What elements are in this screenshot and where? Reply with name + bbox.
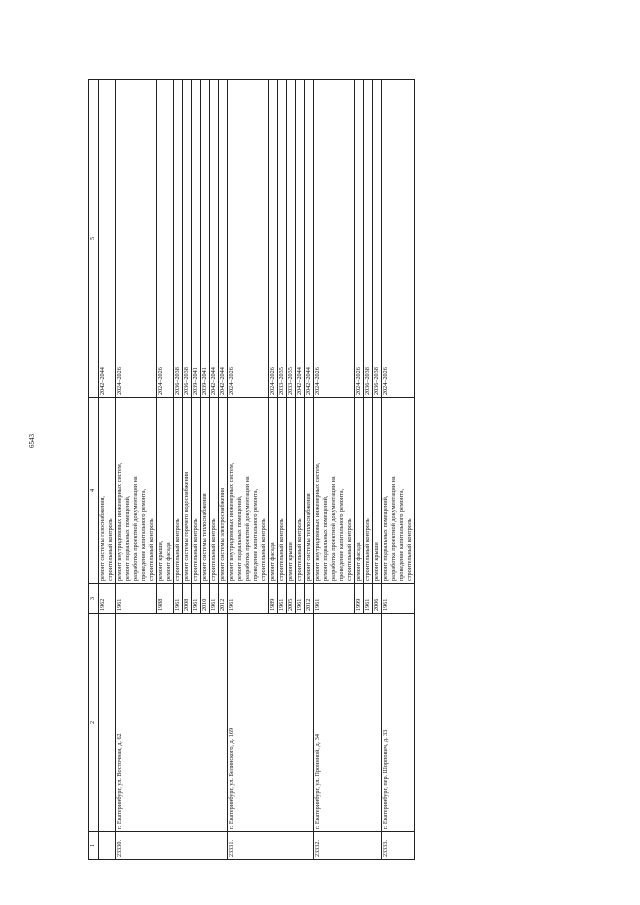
object-address: г. Екатеринбург, ул. Белинского, д. 169: [228, 614, 314, 832]
repair-period: 2024–2026: [314, 80, 355, 398]
build-year: 1961: [314, 584, 355, 614]
repair-period: 2036–2038: [183, 80, 192, 398]
repair-period: 2024–2026: [269, 80, 278, 398]
work-type: ремонт крыши, ремонт фасада: [157, 398, 174, 584]
repair-period: 2024–2026: [157, 80, 174, 398]
work-type: ремонт внутридомовых инженерных систем, ремонт подвальных помещений, разработка проектной документации на проведение капитального ремонта, строительный контроль: [116, 398, 157, 584]
build-year: 2008: [183, 584, 192, 614]
build-year: 1989: [269, 584, 278, 614]
work-type: ремонт системы электроснабжения: [219, 398, 228, 584]
repair-period: 2036–2038: [174, 80, 183, 398]
build-year: 1961: [228, 584, 269, 614]
header-col-4: 4: [89, 398, 99, 584]
header-row: [89, 80, 99, 860]
object-number: 23333.: [382, 832, 415, 860]
repair-period: 2042–2044: [296, 80, 305, 398]
repair-period: 2042–2044: [305, 80, 314, 398]
work-type: ремонт фасада: [269, 398, 278, 584]
object-number: [99, 832, 116, 860]
object-number: 23331.: [228, 832, 314, 860]
work-type: ремонт системы теплоснабжения: [201, 398, 210, 584]
table-row: [116, 80, 157, 860]
repair-period: 2039–2041: [192, 80, 201, 398]
work-type: ремонт крыши: [287, 398, 296, 584]
build-year: 1961: [382, 584, 415, 614]
object-address: г. Екатеринбург, пер. Шорпович, д. 33: [382, 614, 415, 832]
table-row: [382, 80, 415, 860]
header-col-3: 3: [89, 584, 99, 614]
build-year: 2006: [373, 584, 382, 614]
header-col-1: 1: [89, 832, 99, 860]
work-type: строительный контроль: [192, 398, 201, 584]
build-year: 2012: [305, 584, 314, 614]
repair-period: 2033–2035: [278, 80, 287, 398]
header-col-5: 5: [89, 80, 99, 398]
repair-period: 2042–2044: [210, 80, 219, 398]
table-body: [99, 80, 415, 860]
build-year: 2005: [287, 584, 296, 614]
build-year: 1961: [364, 584, 373, 614]
table-row: [314, 80, 355, 860]
build-year: 1961: [210, 584, 219, 614]
build-year: 1988: [157, 584, 174, 614]
work-type: строительный контроль: [210, 398, 219, 584]
work-type: ремонт системы газоснабжения, строительный контроль: [99, 398, 116, 584]
object-address: г. Екатеринбург, ул. Восточная, д. 62: [116, 614, 228, 832]
repair-period: 2036–2038: [364, 80, 373, 398]
work-type: ремонт системы горячего водоснабжения: [183, 398, 192, 584]
header-col-2: 2: [89, 614, 99, 832]
build-year: 1961: [296, 584, 305, 614]
table-row: [99, 80, 116, 860]
repair-period: 2024–2026: [382, 80, 415, 398]
work-type: ремонт внутридомовых инженерных систем, ремонт подвальных помещений, разработка проектной документации на проведение капитального ремонта, строительный контроль: [228, 398, 269, 584]
build-year: 1961: [278, 584, 287, 614]
build-year: 1999: [355, 584, 364, 614]
object-number: 23332.: [314, 832, 382, 860]
repair-period: 2024–2026: [228, 80, 269, 398]
table-row: [228, 80, 269, 860]
repair-period: 2042–2044: [219, 80, 228, 398]
repair-period: 2039–2041: [201, 80, 210, 398]
work-type: ремонт подвальных помещений, разработка проектной документации на проведение капитального ремонта, строительный контроль: [382, 398, 415, 584]
work-type: ремонт системы теплоснабжения: [305, 398, 314, 584]
capital-repair-table: [88, 79, 415, 860]
rotated-table-wrapper: [88, 80, 558, 860]
work-type: строительный контроль: [278, 398, 287, 584]
build-year: 1961: [192, 584, 201, 614]
repair-period: 2036–2038: [373, 80, 382, 398]
work-type: строительный контроль: [364, 398, 373, 584]
build-year: 2010: [201, 584, 210, 614]
work-type: ремонт фасада: [355, 398, 364, 584]
build-year: 2012: [219, 584, 228, 614]
object-number: 23330.: [116, 832, 228, 860]
object-address: [99, 614, 116, 832]
page-number: 6543: [28, 434, 36, 448]
repair-period: 2024–2026: [355, 80, 364, 398]
repair-period: 2024–2026: [116, 80, 157, 398]
object-address: г. Екатеринбург, ул. Проннной, д. 34: [314, 614, 382, 832]
repair-period: 2033–2035: [287, 80, 296, 398]
repair-period: 2042–2044: [99, 80, 116, 398]
work-type: строительный контроль: [174, 398, 183, 584]
build-year: 1961: [174, 584, 183, 614]
build-year: 1961: [116, 584, 157, 614]
work-type: строительный контроль: [296, 398, 305, 584]
build-year: 1962: [99, 584, 116, 614]
work-type: ремонт крыши: [373, 398, 382, 584]
work-type: ремонт внутридомовых инженерных систем, ремонт подвальных помещений, разработка проектной документации на проведение капитального ремонта, строительный контроль: [314, 398, 355, 584]
